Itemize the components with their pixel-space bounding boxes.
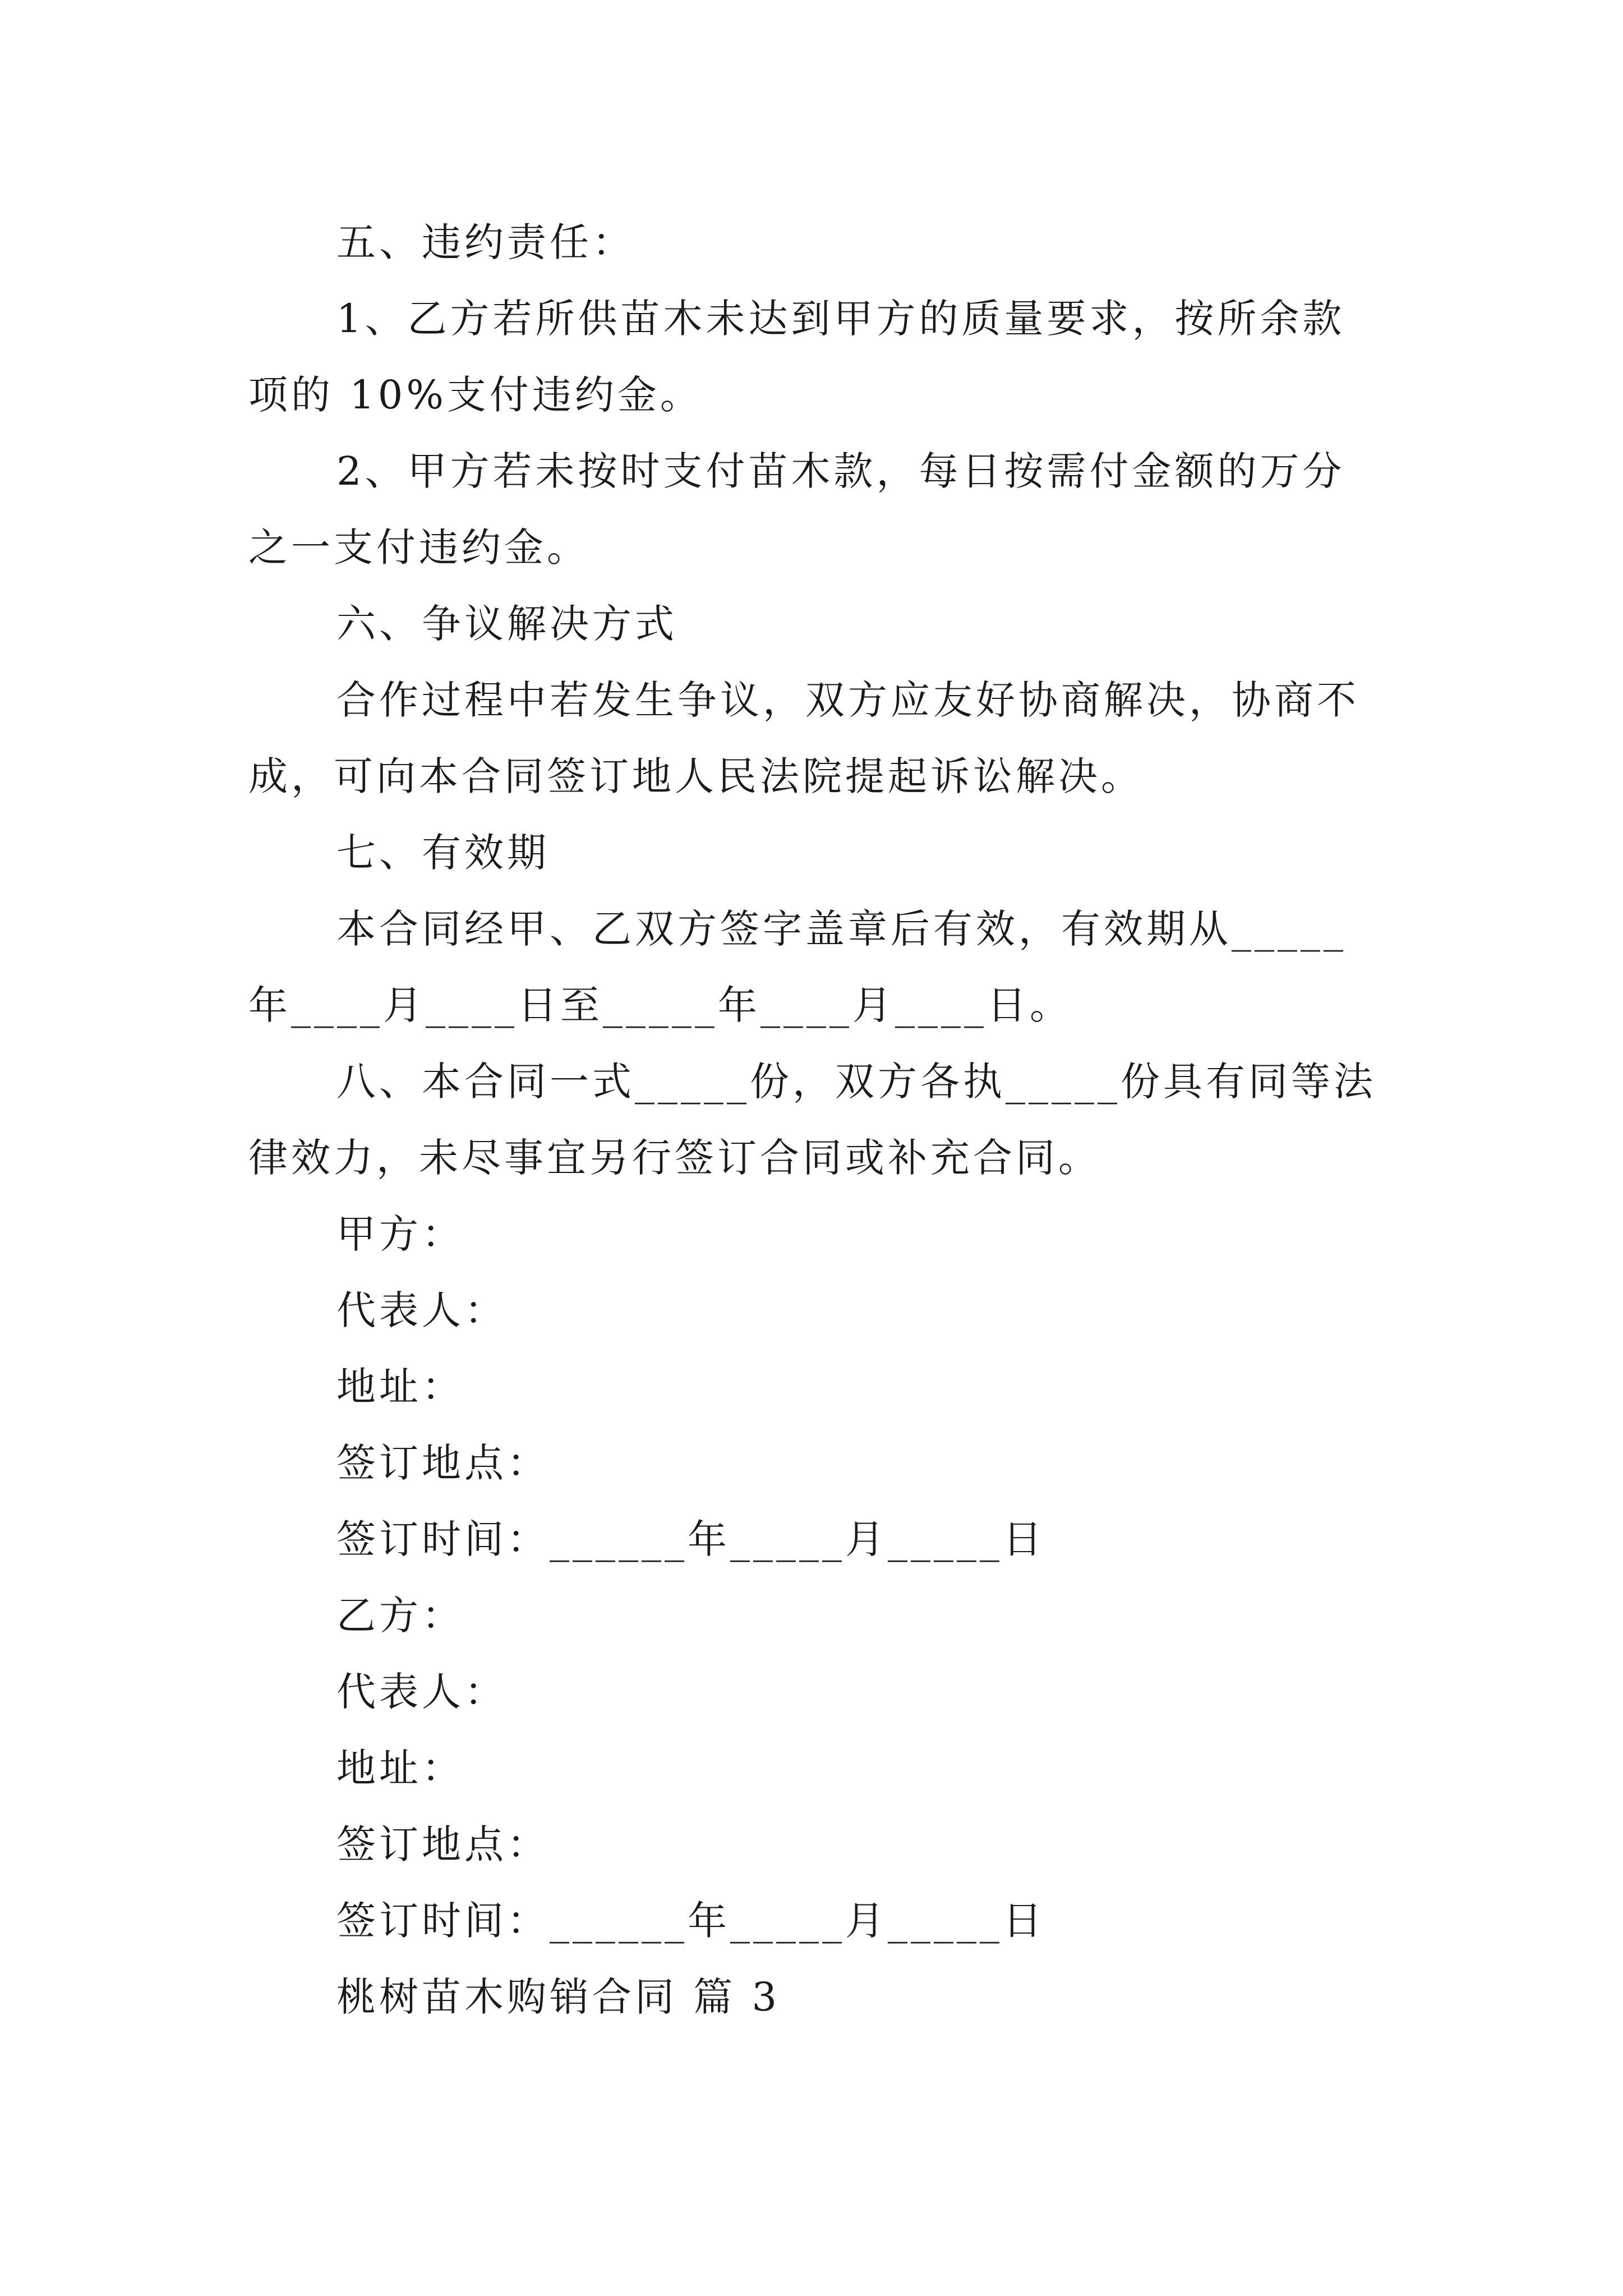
section-7-text-line-2: 年____月____日至_____年____月____日。 — [248, 982, 1072, 1028]
section-6-text-line-2: 成，可向本合同签订地人民法院提起诉讼解决。 — [248, 753, 1144, 799]
section-8-text-line-1: 八、本合同一式_____份，双方各执_____份具有同等法 — [336, 1059, 1376, 1105]
next-contract-title: 桃树苗木购销合同 篇 3 — [336, 1974, 781, 2020]
clause-5-2-line-1: 2、甲方若未按时支付苗木款，每日按需付金额的万分 — [336, 448, 1345, 494]
party-a-signing-place: 签订地点： — [336, 1440, 550, 1486]
section-7-heading: 七、有效期 — [336, 830, 550, 876]
party-a-label: 甲方： — [336, 1211, 464, 1257]
clause-5-1-line-1: 1、乙方若所供苗木未达到甲方的质量要求，按所余款 — [336, 296, 1345, 342]
clause-5-2-line-2: 之一支付违约金。 — [248, 524, 589, 570]
party-b-address: 地址： — [336, 1745, 464, 1791]
section-8-text-line-2: 律效力，未尽事宜另行签订合同或补充合同。 — [248, 1135, 1101, 1181]
party-a-address: 地址： — [336, 1364, 464, 1410]
party-a-signing-date: 签订时间：______年_____月_____日 — [336, 1516, 1045, 1562]
party-b-representative: 代表人： — [336, 1669, 507, 1715]
party-b-label: 乙方： — [336, 1593, 464, 1639]
party-b-signing-place: 签订地点： — [336, 1821, 550, 1867]
section-5-heading: 五、违约责任： — [336, 219, 635, 265]
section-6-heading: 六、争议解决方式 — [336, 601, 677, 647]
party-b-signing-date: 签订时间：______年_____月_____日 — [336, 1898, 1045, 1944]
clause-5-1-line-2: 项的 10%支付违约金。 — [248, 372, 703, 418]
party-a-representative: 代表人： — [336, 1287, 507, 1333]
section-6-text-line-1: 合作过程中若发生争议，双方应友好协商解决，协商不 — [336, 677, 1359, 723]
section-7-text-line-1: 本合同经甲、乙双方签字盖章后有效，有效期从_____ — [336, 906, 1347, 952]
